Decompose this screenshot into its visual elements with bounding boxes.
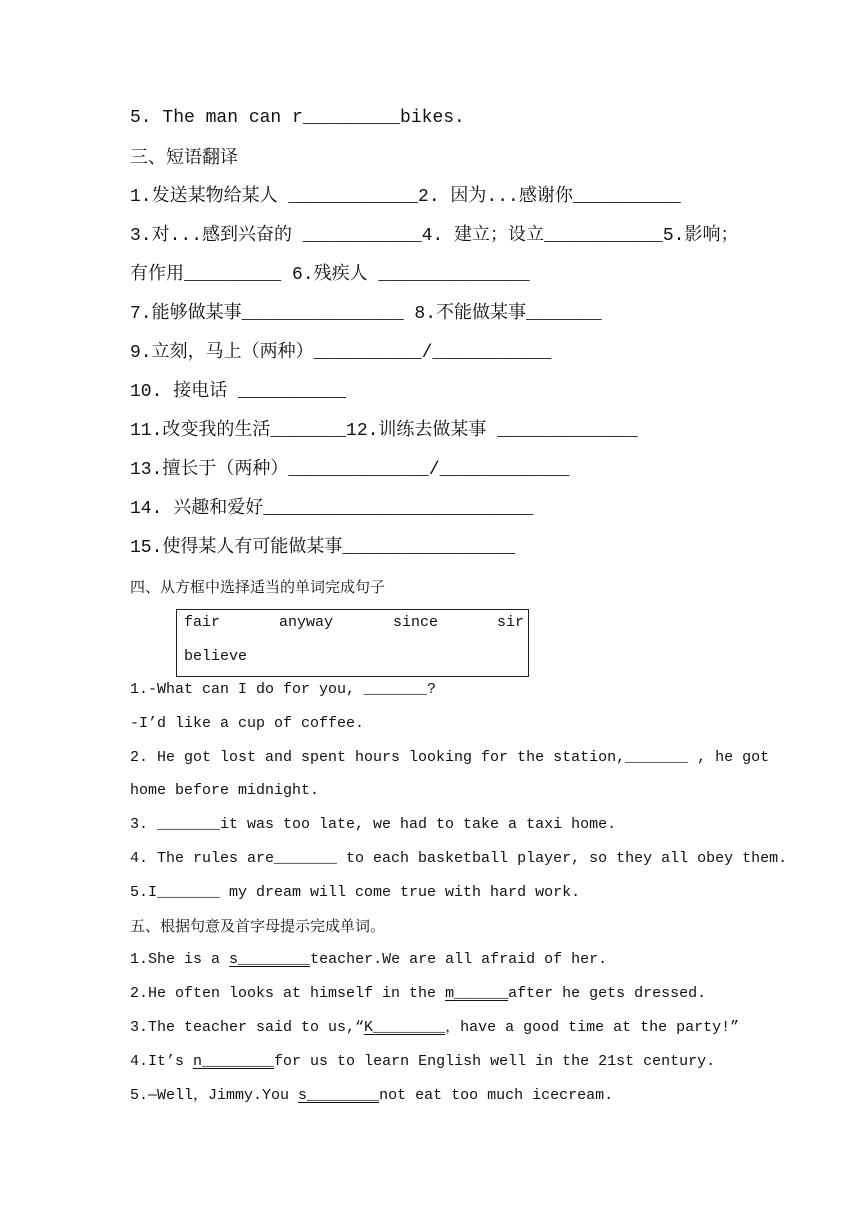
part5-item <box>130 1018 739 1038</box>
part4-line: 1.-What can I do for you, _______? <box>130 681 437 698</box>
word-box-item: fair <box>184 614 221 631</box>
part3-line: 1.发送某物给某人 ____________2. 因为...感谢你__________ <box>130 187 681 207</box>
hint-letter: s <box>298 1087 308 1104</box>
part5-item <box>130 1052 715 1072</box>
part4-line: 3. _______it was too late, we had to take a taxi home. <box>130 816 617 833</box>
item-text: 5.—Well，Jimmy.You <box>130 1087 299 1104</box>
answer-blank: ________ <box>307 1087 380 1104</box>
part3-line: 有作用_________ 6.残疾人 ______________ <box>130 265 530 285</box>
item-text: teacher.We are all afraid of her. <box>310 951 608 968</box>
part4-line: home before midnight. <box>130 782 320 799</box>
part5-item <box>130 1086 613 1106</box>
word-box-item: anyway <box>279 614 334 631</box>
hint-letter: K <box>364 1019 374 1036</box>
part5-item <box>130 950 607 970</box>
word-box-item: sir <box>497 614 525 631</box>
part3-line: 3.对...感到兴奋的 ___________4. 建立；设立___________5.影响； <box>130 226 739 246</box>
item-text: after he gets dressed. <box>508 985 707 1002</box>
answer-blank: ________ <box>373 1019 446 1036</box>
item-text: 4.It’s <box>130 1053 194 1070</box>
part3-line: 14. 兴趣和爱好_________________________ <box>130 499 534 519</box>
part3-line: 13.擅长于（两种）_____________/____________ <box>130 460 570 480</box>
part5-item <box>130 984 706 1004</box>
part3-line: 9.立刻，马上（两种）__________/___________ <box>130 343 552 363</box>
hint-letter: n <box>193 1053 203 1070</box>
part3-line: 7.能够做某事_______________ 8.不能做某事_______ <box>130 304 602 324</box>
item-text: 1.She is a <box>130 951 230 968</box>
part3-line: 15.使得某人有可能做某事________________ <box>130 538 516 558</box>
part5-heading: 五、根据句意及首字母提示完成单词。 <box>130 917 386 935</box>
part4-line: 5.I_______ my dream will come true with hard work. <box>130 884 581 901</box>
part3-line: 10. 接电话 __________ <box>130 382 347 402</box>
part4-line: 2. He got lost and spent hours looking for the station,_______ , he got <box>130 749 770 766</box>
part3-heading: 三、短语翻译 <box>130 147 238 168</box>
answer-blank: ________ <box>202 1053 275 1070</box>
part3-line: 11.改变我的生活_______12.训练去做某事 _____________ <box>130 421 638 441</box>
item-text: 3.The teacher said to us,“ <box>130 1019 365 1036</box>
item-text: ，have a good time at the party!” <box>445 1019 740 1036</box>
item-text: 2.He often looks at himself in the <box>130 985 446 1002</box>
word-box-item: believe <box>184 648 248 665</box>
hint-letter: m <box>445 985 455 1002</box>
part4-line: 4. The rules are_______ to each basketball player, so they all obey them. <box>130 850 788 867</box>
item-text: for us to learn English well in the 21st century. <box>274 1053 716 1070</box>
part4-heading: 四、从方框中选择适当的单词完成句子 <box>130 578 386 596</box>
answer-blank: ________ <box>238 951 311 968</box>
word-box <box>176 609 529 677</box>
word-box-item: since <box>393 614 439 631</box>
answer-blank: ______ <box>454 985 509 1002</box>
part4-line: -I’d like a cup of coffee. <box>130 715 365 732</box>
item-text: not eat too much icecream. <box>379 1087 614 1104</box>
part2-question-5: 5. The man can r_________bikes. <box>130 108 465 128</box>
hint-letter: s <box>229 951 239 968</box>
